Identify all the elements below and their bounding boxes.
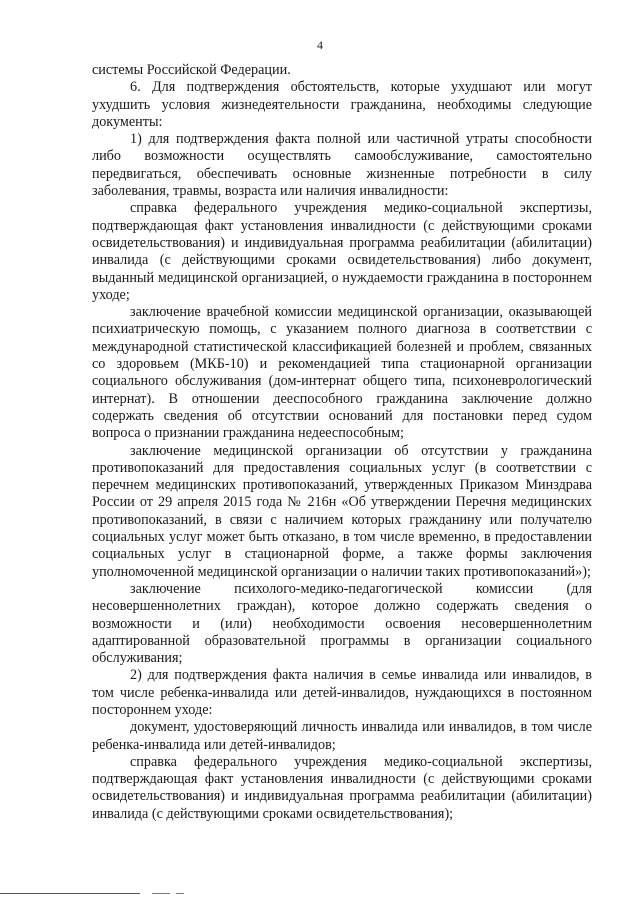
page-number: 4	[317, 38, 323, 52]
paragraph-identity-document: документ, удостоверяющий личность инвалида или инвалидов, в том числе ребенка-инвалида или детей-инвалидов;	[92, 719, 592, 753]
bottom-edge-dash	[176, 893, 184, 894]
paragraph-subitem-1: 1) для подтверждения факта полной или частичной утраты способности либо возможности осуществлять самообслуживание, самостоятельно передвигаться, обеспечивать основные жизненные потребности в силу заболевания, травмы, возраста или наличия инвалидности:	[92, 131, 592, 200]
paragraph-subitem-2: 2) для подтверждения факта наличия в семье инвалида или инвалидов, в том числе ребенка-инвалида или детей-инвалидов, нуждающихся в постоянном постороннем уходе:	[92, 667, 592, 718]
document-body	[92, 62, 592, 823]
paragraph-mse-certificate: справка федерального учреждения медико-социальной экспертизы, подтверждающая факт установления инвалидности (с действующими сроками освидетельствования) и индивидуальная программа реабилитации (абилитации) инвалида (с действующими сроками освидетельствования) либо документ, выданный медицинской организацией, о нуждаемости гражданина в постороннем уходе;	[92, 200, 592, 303]
paragraph-continuation: системы Российской Федерации.	[92, 62, 291, 78]
bottom-edge-rule	[0, 893, 140, 894]
paragraph-contraindications: заключение медицинской организации об отсутствии у гражданина противопоказаний для предоставления социальных услуг (в соответствии с перечнем медицинских противопоказаний, утвержденных Приказом Минздрава России от 29 апреля 2015 года № 216н «Об утверждении Перечня медицинских противопоказаний, в связи с наличием которых гражданину или получателю социальных услуг может быть отказано, в том числе временно, в предоставлении социальных услуг в стационарной форме, а также формы заключения уполномоченной медицинской организации о наличии таких противопоказаний»);	[92, 442, 592, 580]
paragraph-medical-commission: заключение врачебной комиссии медицинской организации, оказывающей психиатрическую помощь, с указанием полного диагноза в соответствии с международной статистической классификацией болезней и проблем, связанных со здоровьем (МКБ-10) и рекомендацией типа стационарной организации социального обслуживания (дом-интернат общего типа, психоневрологический интернат). В отношении дееспособного гражданина заключение должно содержать сведения об отсутствии оснований для постановки перед судом вопроса о признании гражданина недееспособным;	[92, 304, 592, 442]
paragraph-item-6: 6. Для подтверждения обстоятельств, которые ухудшают или могут ухудшить условия жизнедеятельности гражданина, необходимы следующие документы:	[92, 79, 592, 130]
paragraph-mse-certificate-2: справка федерального учреждения медико-социальной экспертизы, подтверждающая факт установления инвалидности (с действующими сроками освидетельствования) и индивидуальная программа реабилитации (абилитации) инвалида (с действующими сроками освидетельствования);	[92, 753, 592, 822]
paragraph-pmpk: заключение психолого-медико-педагогической комиссии (для несовершеннолетних граждан), которое должно содержать сведения о возможности и (или) необходимости освоения несовершеннолетним адаптированной образовательной программы в организации социального обслуживания;	[92, 580, 592, 667]
bottom-edge-dash	[152, 893, 170, 894]
